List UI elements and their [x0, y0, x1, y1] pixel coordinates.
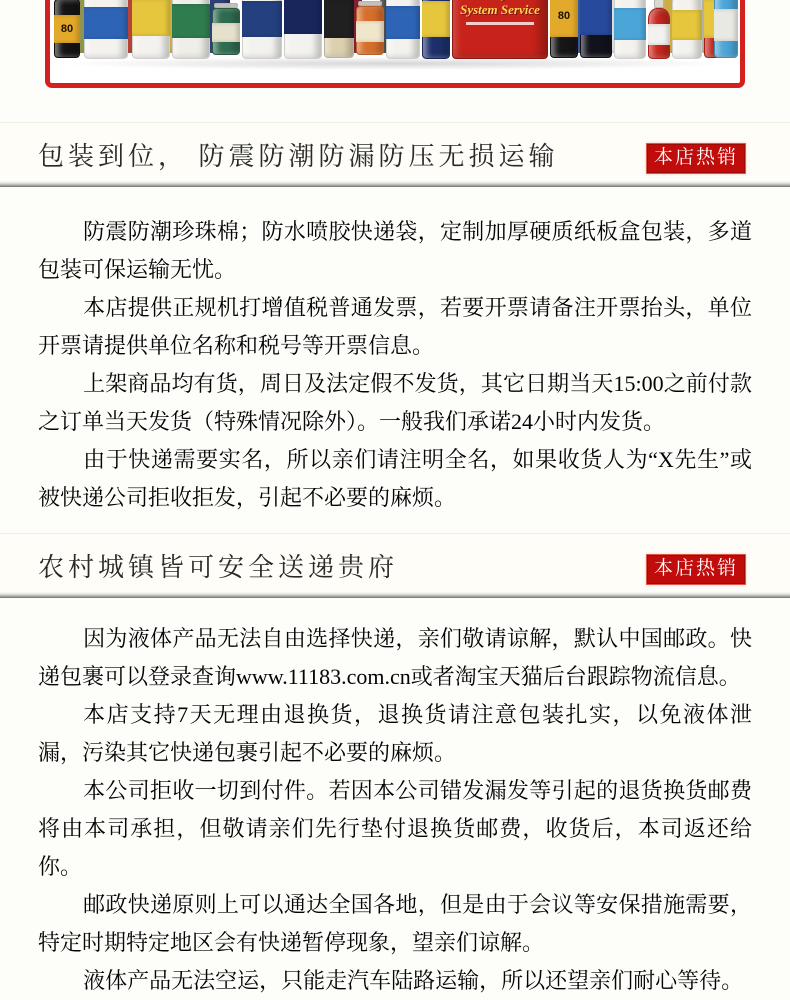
section-title: 农村城镇皆可安全送递贵府 [38, 553, 399, 582]
section-delivery [0, 533, 790, 1000]
section-divider [0, 591, 790, 598]
product-bottle-graphic [386, 0, 420, 59]
product-bottle-graphic [324, 0, 354, 59]
paragraph: 由于快递需要实名，所以亲们请注明全名，如果收货人为“X先生”或被快递公司拒收拒发，引起不必要的麻烦。 [38, 447, 752, 510]
product-bottle-graphic [356, 1, 384, 59]
section-packaging [0, 122, 790, 517]
paragraph: 本店支持7天无理由退换货，退换货请注意包装扎实，以免液体泄漏，污染其它快递包裹引起不必要的麻烦。 [38, 702, 752, 765]
section-header [0, 122, 790, 180]
paragraph: 邮政快递原则上可以通达全国各地，但是由于会议等安保措施需要，特定时期特定地区会有快递暂停现象，望亲们谅解。 [38, 892, 752, 955]
paragraph: 本店提供正规机打增值税普通发票，若要开票请备注开票抬头，单位开票请提供单位名称和税号等开票信息。 [38, 295, 752, 358]
product-bottle-graphic [422, 0, 450, 59]
section-title: 包装到位， 防震防潮防漏防压无损运输 [38, 142, 559, 171]
product-bottle-graphic: 80 [550, 0, 578, 59]
paragraph: 液体产品无法空运，只能走汽车陆路运输，所以还望亲们耐心等待。 [83, 968, 744, 993]
hot-sale-badge: 本店热销 [647, 555, 745, 584]
product-bottle-graphic [84, 0, 128, 59]
paragraph: 因为液体产品无法自由选择快递，亲们敬请谅解，默认中国邮政。快递包裹可以登录查询www.11183.com.cn或者淘宝天猫后台跟踪物流信息。 [38, 626, 752, 689]
product-bottle-graphic [212, 3, 240, 59]
paragraph: 本公司拒收一切到付件。若因本公司错发漏发等引起的退货换货邮费将由本司承担，但敬请亲们先行垫付退换货邮费，收货后，本司返还给你。 [38, 778, 752, 879]
paragraph: 上架商品均有货，周日及法定假不发货，其它日期当天15:00之前付款之订单当天发货（特殊情况除外）。一般我们承诺24小时内发货。 [38, 371, 752, 434]
product-bottle-graphic [580, 0, 612, 59]
fuel-injection-box-graphic: System Service [452, 0, 548, 59]
section-divider [0, 180, 790, 187]
product-bottle-graphic [132, 0, 170, 59]
product-bottle-graphic [614, 0, 646, 59]
product-bottle-graphic: 80 [54, 0, 80, 59]
product-bottle-graphic [672, 0, 702, 59]
product-bottle-graphic [648, 0, 670, 59]
product-bottle-graphic [242, 0, 282, 59]
hot-sale-badge: 本店热销 [647, 144, 745, 173]
paragraph: 防震防潮珍珠棉；防水喷胶快递袋，定制加厚硬质纸板盒包装，多道包装可保运输无忧。 [38, 219, 752, 282]
product-bottle-graphic [714, 0, 738, 59]
product-bottle-lineup [50, 0, 740, 83]
product-bottle-graphic [172, 0, 210, 59]
product-bottle-graphic [284, 0, 322, 59]
section-body [38, 620, 752, 1000]
product-banner [45, 0, 745, 88]
section-header [0, 533, 790, 591]
section-body [38, 213, 752, 517]
